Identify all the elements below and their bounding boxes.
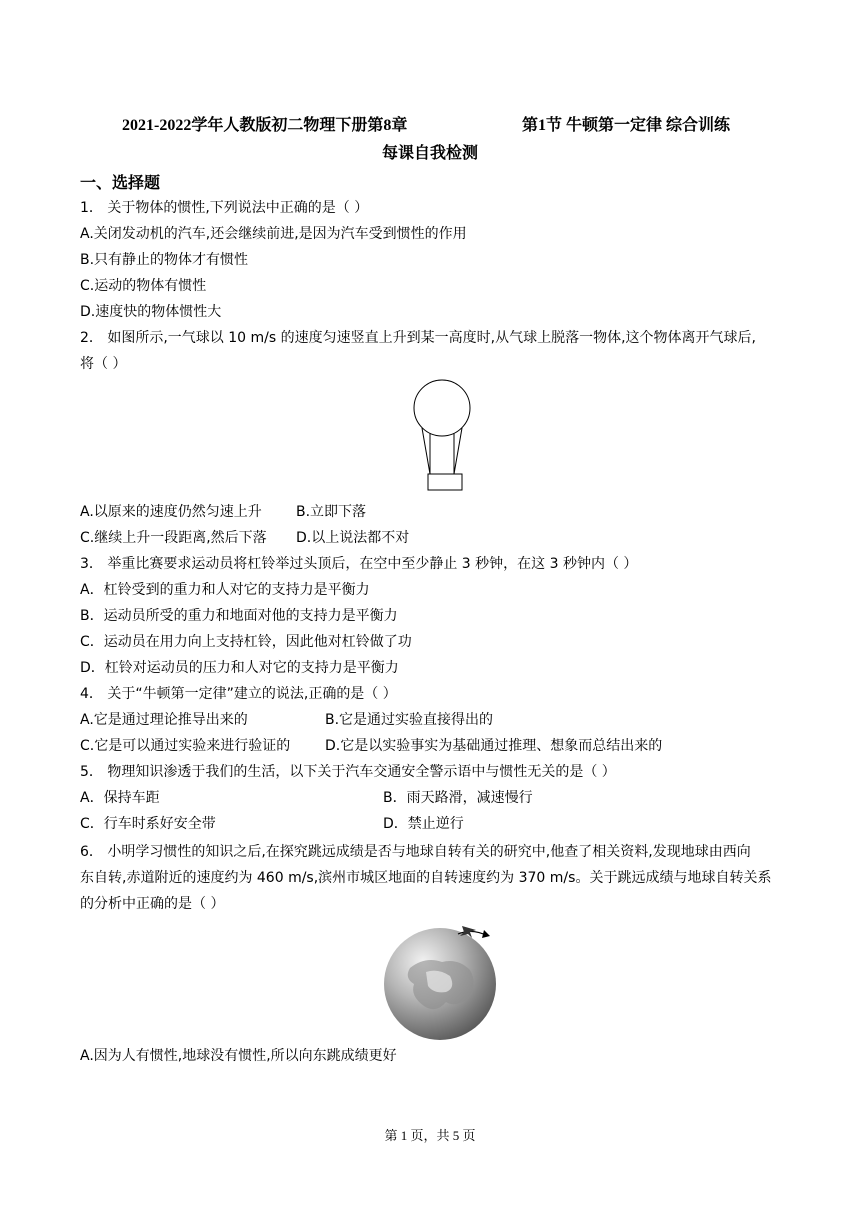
q2-stem-line2: 将（ ） bbox=[80, 356, 127, 372]
q6-option-a: A.因为人有惯性,地球没有惯性,所以向东跳成绩更好 bbox=[80, 1048, 397, 1064]
q2-option-b: B.立即下落 bbox=[296, 504, 367, 520]
q3-stem: 3． 举重比赛要求运动员将杠铃举过头顶后，在空中至少静止 3 秒钟，在这 3 秒钟内（ ） bbox=[80, 556, 638, 572]
q3-option-a: A．杠铃受到的重力和人对它的支持力是平衡力 bbox=[80, 582, 370, 598]
balloon-basket bbox=[428, 474, 462, 490]
q4-option-d: D.它是以实验事实为基础通过推理、想象而总结出来的 bbox=[325, 738, 663, 754]
q5-option-c: C．行车时系好安全带 bbox=[80, 816, 216, 832]
q4-stem: 4． 关于“牛顿第一定律”建立的说法,正确的是（ ） bbox=[80, 686, 397, 702]
balloon-figure bbox=[410, 376, 480, 494]
q1-stem: 1． 关于物体的惯性,下列说法中正确的是（ ） bbox=[80, 200, 369, 216]
q2-stem-line1: 2． 如图所示,一气球以 10 m/s 的速度匀速竖直上升到某一高度时,从气球上脱落一物体,这个物体离开气球后, bbox=[80, 330, 756, 346]
balloon-circle bbox=[414, 380, 470, 436]
q1-option-c: C.运动的物体有惯性 bbox=[80, 278, 207, 294]
q4-option-c: C.它是可以通过实验来进行验证的 bbox=[80, 738, 291, 754]
balloon-string-right-diag bbox=[454, 428, 462, 474]
section-title: 一、选择题 bbox=[80, 173, 161, 192]
rotation-arrowhead-icon bbox=[482, 930, 490, 938]
q2-option-a: A.以原来的速度仍然匀速上升 bbox=[80, 504, 262, 520]
q6-stem-line2: 东自转,赤道附近的速度约为 460 m/s,滨州市城区地面的自转速度约为 370 m/s。关于跳远成绩与地球自转关系 bbox=[80, 870, 772, 886]
q1-option-d: D.速度快的物体惯性大 bbox=[80, 304, 222, 320]
q1-option-a: A.关闭发动机的汽车,还会继续前进,是因为汽车受到惯性的作用 bbox=[80, 226, 467, 242]
q3-option-c: C．运动员在用力向上支持杠铃，因此他对杠铃做了功 bbox=[80, 634, 412, 650]
q1-option-b: B.只有静止的物体才有惯性 bbox=[80, 252, 249, 268]
q6-stem-line3: 的分析中正确的是（ ） bbox=[80, 896, 225, 912]
q2-option-c: C.继续上升一段距离,然后下落 bbox=[80, 530, 267, 546]
earth-globe-figure bbox=[380, 918, 504, 1042]
balloon-string-left-diag bbox=[422, 428, 430, 474]
q6-stem-line1: 6． 小明学习惯性的知识之后,在探究跳远成绩是否与地球自转有关的研究中,他查了相关资料,发现地球由西向 bbox=[80, 844, 751, 860]
title-left: 2021-2022学年人教版初二物理下册第8章 bbox=[122, 117, 408, 134]
page-footer: 第 1 页，共 5 页 bbox=[384, 1128, 476, 1143]
title-right: 第1节 牛顿第一定律 综合训练 bbox=[522, 117, 731, 134]
q3-option-d: D．杠铃对运动员的压力和人对它的支持力是平衡力 bbox=[80, 660, 399, 676]
q5-option-d: D．禁止逆行 bbox=[383, 816, 464, 832]
q5-option-b: B．雨天路滑，减速慢行 bbox=[383, 790, 533, 806]
q5-option-a: A．保持车距 bbox=[80, 790, 160, 806]
q4-option-b: B.它是通过实验直接得出的 bbox=[325, 712, 494, 728]
q5-stem: 5． 物理知识渗透于我们的生活，以下关于汽车交通安全警示语中与惯性无关的是（ ） bbox=[80, 764, 616, 780]
q3-option-b: B．运动员所受的重力和地面对他的支持力是平衡力 bbox=[80, 608, 398, 624]
subtitle: 每课自我检测 bbox=[381, 145, 478, 162]
q2-option-d: D.以上说法都不对 bbox=[296, 530, 410, 546]
q4-option-a: A.它是通过理论推导出来的 bbox=[80, 712, 248, 728]
